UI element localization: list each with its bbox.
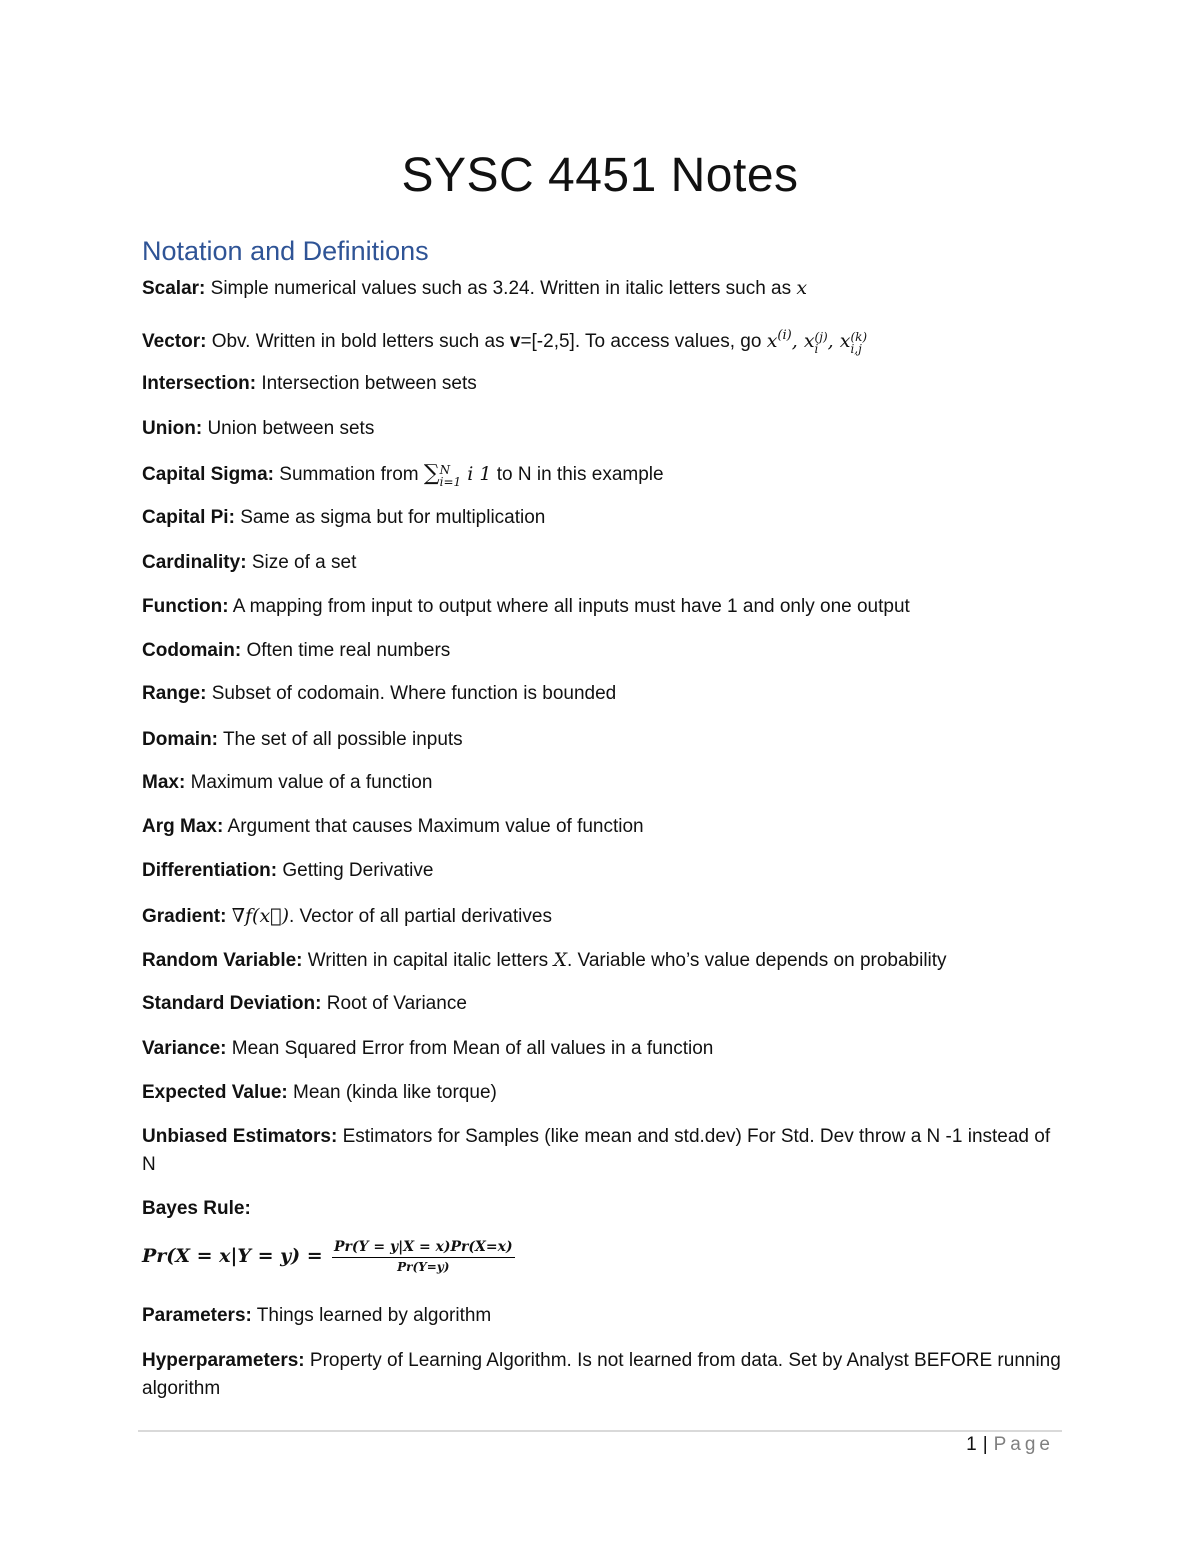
term-label: Unbiased Estimators: [142,1126,338,1147]
term-label: Scalar: [142,278,206,299]
definition-parameters [142,1302,1062,1330]
definition-arg-max [142,813,1062,841]
footer-separator: | [982,1434,988,1455]
definition-capital-pi [142,504,1062,532]
definition-range [142,680,1062,708]
definition-expected-value [142,1079,1062,1107]
definition-max [142,769,1062,797]
term-label: Expected Value: [142,1082,288,1103]
term-label: Max: [142,772,186,793]
definition-text: The set of all possible inputs [222,729,463,750]
definition-text: Intersection between sets [261,373,477,394]
definition-unbiased-estimators [142,1123,1062,1179]
definition-text: Maximum value of a function [190,772,433,793]
definition-vector [142,322,1062,356]
math-x: x [796,277,808,299]
section-heading: Notation and Definitions [142,236,429,266]
term-label: Domain: [142,729,218,750]
definition-cardinality [142,549,1062,577]
term-label: Gradient: [142,906,227,927]
definition-text-2: =[-2,5]. To access values, go [520,331,762,352]
definition-text: Same as sigma but for multiplication [240,507,546,528]
definition-text: Root of Variance [326,993,467,1014]
definition-text: A mapping from input to output where all inputs must have 1 and only one output [232,596,910,617]
page-footer [966,1434,1054,1456]
bayes-fraction [332,1238,515,1276]
term-label: Differentiation: [142,860,278,881]
definition-domain [142,726,1062,754]
page-label: Page [993,1434,1054,1455]
definition-union [142,415,1062,443]
definition-gradient [142,902,1062,931]
definition-text: Summation from [279,464,419,485]
term-label: Bayes Rule: [142,1198,251,1219]
definition-text: Mean Squared Error from Mean of all values in a function [231,1038,714,1059]
term-label: Function: [142,596,229,617]
term-label: Parameters: [142,1305,252,1326]
definition-text: Often time real numbers [246,640,451,661]
definition-text: Mean (kinda like torque) [293,1082,497,1103]
bayes-numerator: Pr(Y = y|X = x)Pr(X=x) [332,1238,515,1258]
term-label: Codomain: [142,640,242,661]
gradient-formula: ∇f(x⃗) [231,905,289,927]
definition-standard-deviation [142,990,1062,1018]
definition-text: Argument that causes Maximum value of function [227,816,644,837]
footer-divider [138,1430,1062,1432]
term-label: Capital Pi: [142,507,235,528]
definition-text: Property of Learning Algorithm. Is not learned from data. Set by Analyst BEFORE running algorithm [142,1350,1061,1399]
term-label: Vector: [142,331,207,352]
term-label: Variance: [142,1038,227,1059]
definition-codomain [142,637,1062,665]
definition-text: Subset of codomain. Where function is bounded [211,683,617,704]
term-label: Standard Deviation: [142,993,322,1014]
vector-index-formula: $x^{(i)}$, x (j) i , x (k) i,j [766,328,868,356]
definition-text: . Vector of all partial derivatives [288,906,552,927]
definition-text: Estimators for Samples (like mean and std.dev) For Std. Dev throw a N -1 instead of N [142,1126,1051,1175]
definition-text: Simple numerical values such as 3.24. Written in italic letters such as [210,278,792,299]
definition-text-2: to N in this example [496,464,664,485]
page-number: 1 [966,1434,977,1455]
page-title: SYSC 4451 Notes [401,149,799,202]
bold-v: v [509,331,521,352]
definition-text: Getting Derivative [282,860,434,881]
math-capital-x: X [553,949,567,971]
sigma-formula: ∑ N i=1 i 1 [423,461,492,489]
bayes-denominator: Pr(Y=y) [397,1260,450,1274]
definition-bayes-rule [142,1195,1062,1223]
term-label: Arg Max: [142,816,224,837]
term-label: Random Variable: [142,950,303,971]
definition-text: Union between sets [207,418,375,439]
definition-random-variable [142,946,1062,975]
bayes-rule-formula [142,1238,1062,1276]
term-label: Range: [142,683,207,704]
term-label: Cardinality: [142,552,247,573]
definition-text: Size of a set [251,552,357,573]
definition-intersection [142,370,1062,398]
definition-text-2: . Variable who’s value depends on probability [567,950,947,971]
term-label: Intersection: [142,373,257,394]
definition-function [142,593,1062,621]
definition-variance [142,1035,1062,1063]
term-label: Capital Sigma: [142,464,274,485]
term-label: Union: [142,418,203,439]
term-label: Hyperparameters: [142,1350,305,1371]
bayes-lhs: Pr(X = x|Y = y) = [142,1245,323,1268]
definition-differentiation [142,857,1062,885]
definition-hyperparameters [142,1347,1062,1403]
definition-scalar [142,274,1062,303]
definition-text: Things learned by algorithm [256,1305,492,1326]
definition-capital-sigma [142,460,1062,489]
definition-text: Obv. Written in bold letters such as [211,331,505,352]
definition-text: Written in capital italic letters [307,950,549,971]
